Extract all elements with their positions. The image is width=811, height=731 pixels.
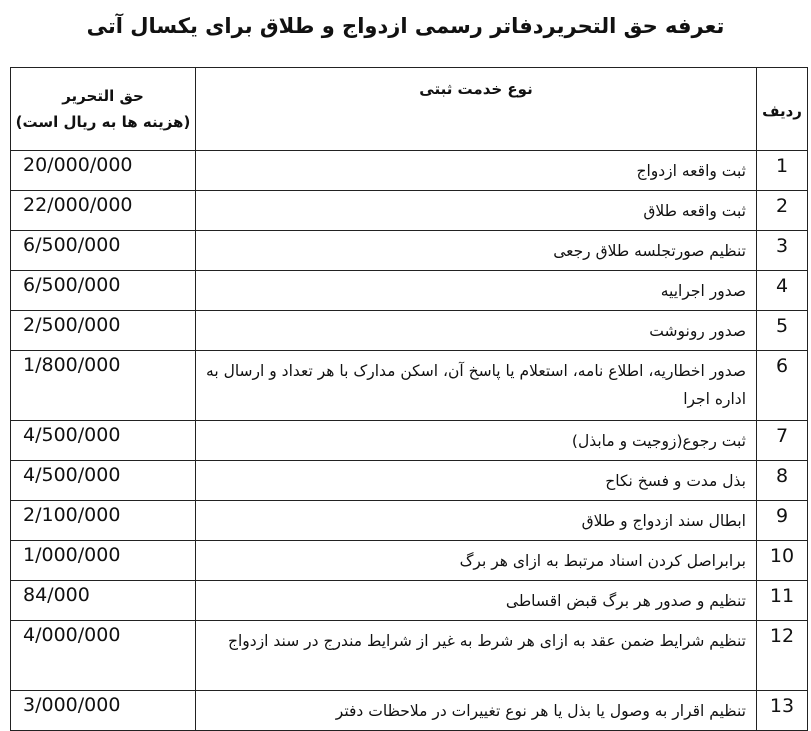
row-number: 13 [757,691,808,731]
row-service: بذل مدت و فسخ نکاح [196,461,757,501]
row-number: 8 [757,461,808,501]
table-row [11,151,808,191]
row-service: ثبت رجوع(زوجیت و مابذل) [196,421,757,461]
row-service: ثبت واقعه طلاق [196,191,757,231]
row-number: 4 [757,271,808,311]
table-row [11,461,808,501]
table-row [11,351,808,421]
row-number: 12 [757,621,808,691]
row-service: تنظیم شرایط ضمن عقد به ازای هر شرط به غیر از شرایط مندرج در سند ازدواج [196,621,757,691]
header-row-no: ردیف [757,68,808,151]
row-number: 1 [757,151,808,191]
row-service: صدور اخطاریه، اطلاع نامه، استعلام یا پاسخ آن، اسکن مدارک با هر تعداد و ارسال به اداره اجرا [196,351,757,421]
row-service: تنظیم صورتجلسه طلاق رجعی [196,231,757,271]
row-number: 11 [757,581,808,621]
row-number: 7 [757,421,808,461]
row-fee: 84/000 [11,581,196,621]
table-row [11,581,808,621]
row-service: برابراصل کردن اسناد مرتبط به ازای هر برگ [196,541,757,581]
row-fee: 1/000/000 [11,541,196,581]
row-service: ثبت واقعه ازدواج [196,151,757,191]
header-row [11,68,808,151]
row-fee: 22/000/000 [11,191,196,231]
table-row [11,421,808,461]
row-service: صدور رونوشت [196,311,757,351]
fee-table [10,67,808,731]
table-row [11,231,808,271]
row-number: 2 [757,191,808,231]
row-number: 5 [757,311,808,351]
header-fee-unit: (هزینه ها به ریال است) [15,113,191,131]
table-row [11,501,808,541]
table-row [11,271,808,311]
table-row [11,311,808,351]
header-service: نوع خدمت ثبتی [196,68,757,151]
row-service: ابطال سند ازدواج و طلاق [196,501,757,541]
row-fee: 2/500/000 [11,311,196,351]
row-fee: 20/000/000 [11,151,196,191]
table-row [11,541,808,581]
table-row [11,621,808,691]
row-fee: 1/800/000 [11,351,196,421]
row-fee: 4/500/000 [11,461,196,501]
row-service: تنظیم و صدور هر برگ قبض اقساطی [196,581,757,621]
row-number: 9 [757,501,808,541]
row-fee: 3/000/000 [11,691,196,731]
row-service: تنظیم اقرار به وصول یا بذل یا هر نوع تغییرات در ملاحظات دفتر [196,691,757,731]
row-number: 6 [757,351,808,421]
row-fee: 2/100/000 [11,501,196,541]
row-number: 3 [757,231,808,271]
row-service: صدور اجراییه [196,271,757,311]
header-fee-title: حق التحریر [62,87,144,105]
row-fee: 4/000/000 [11,621,196,691]
row-fee: 6/500/000 [11,231,196,271]
row-fee: 4/500/000 [11,421,196,461]
table-row [11,191,808,231]
table-row [11,691,808,731]
header-fee [11,68,196,151]
row-number: 10 [757,541,808,581]
page-title: تعرفه حق التحریردفاتر رسمی ازدواج و طلاق برای یکسال آتی [86,14,725,38]
row-fee: 6/500/000 [11,271,196,311]
